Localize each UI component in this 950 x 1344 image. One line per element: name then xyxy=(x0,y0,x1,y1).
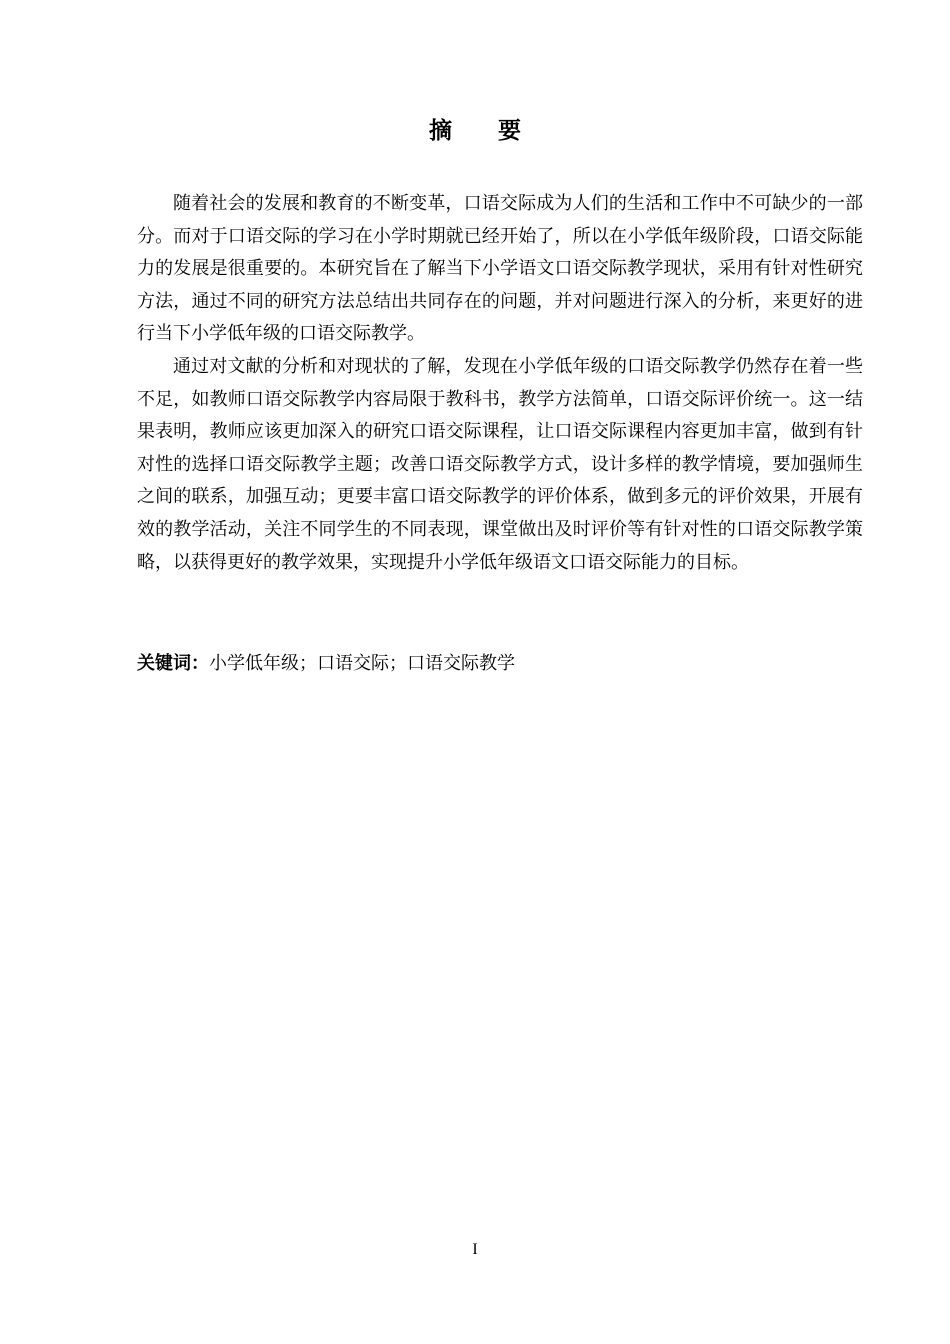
keywords-value: 小学低年级；口语交际；口语交际教学 xyxy=(209,653,515,674)
page-title: 摘 要 xyxy=(429,118,533,144)
abstract-paragraph-2: 通过对文献的分析和对现状的了解，发现在小学低年级的口语交际教学仍然存在着一些不足，如教师口语交际教学内容局限于教科书，教学方法简单，口语交际评价统一。这一结果表明，教师应该更加深入的研究口语交际课程，让口语交际课程内容更加丰富，做到有针对性的选择口语交际教学主题；改善口语交际教学方式，设计多样的教学情境，要加强师生之间的联系，加强互动；更要丰富口语交际教学的评价体系，做到多元的评价效果，开展有效的教学活动，关注不同学生的不同表现，课堂做出及时评价等有针对性的口语交际教学策略，以获得更好的教学效果，实现提升小学低年级语文口语交际能力的目标。 xyxy=(137,355,863,573)
abstract-paragraph-1: 随着社会的发展和教育的不断变革，口语交际成为人们的生活和工作中不可缺少的一部分。而对于口语交际的学习在小学时期就已经开始了，所以在小学低年级阶段，口语交际能力的发展是很重要的。本研究旨在了解当下小学语文口语交际教学现状，采用有针对性研究方法，通过不同的研究方法总结出共同存在的问题，并对问题进行深入的分析，来更好的进行当下小学低年级的口语交际教学。 xyxy=(137,193,863,345)
page-number: I xyxy=(472,1241,478,1258)
keywords-line xyxy=(137,648,863,680)
abstract-body xyxy=(137,188,863,579)
keywords-label: 关键词： xyxy=(137,653,209,674)
